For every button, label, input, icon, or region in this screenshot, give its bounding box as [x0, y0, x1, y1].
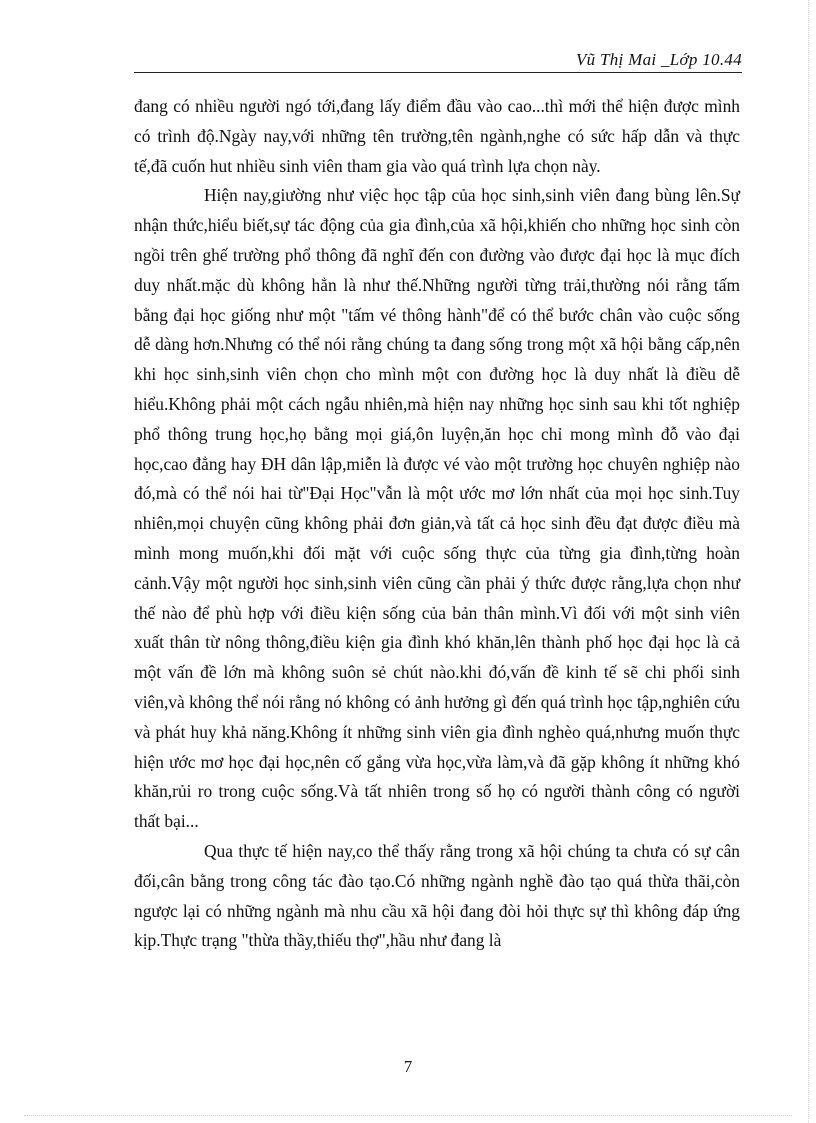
paragraph: Hiện nay,giường như việc học tập của học sinh,sinh viên đang bùng lên.Sự nhận thức,hiểu biết,sự tác động của gia đình,của xã hội,khiến cho những học sinh còn ngồi trên ghế trường phổ thông đã nghĩ đến con đường vào được đại học là mục đích duy nhất.mặc dù không hẳn là như thế.Những người từng trải,thường nói rằng tấm bằng đại học giống như một "tấm vé thông hành"để có thể bước chân vào cuộc sống dễ dàng hơn.Nhưng có thể nói rằng chúng ta đang sống trong một xã hội bằng cấp,nên khi học sinh,sinh viên chọn cho mình một con đường học là duy nhất là điều dễ hiểu.Không phải một cách ngẫu nhiên,mà hiện nay những học sinh sau khi tốt nghiệp phổ thông trung học,họ bằng mọi giá,ôn luyện,ăn học chỉ mong mình đỗ vào đại học,cao đẳng hay ĐH dân lập,miễn là được vé vào một trường học chuyên nghiệp nào đó,mà có thể nói hai từ"Đại Học"vẫn là một ước mơ lớn nhất của mọi học sinh.Tuy nhiên,mọi chuyện cũng không phải đơn giản,và tất cả học sinh đều đạt được điều mà mình mong muốn,khi đối mặt với cuộc sống thực của từng gia đình,từng hoàn cảnh.Vậy một người học sinh,sinh viên cũng cần phải ý thức được rằng,lựa chọn như thế nào để phù hợp với điều kiện sống của bản thân mình.Vì đối với một sinh viên xuất thân từ nông thông,điều kiện gia đình khó khăn,lên thành phố học đại học là cả một vấn đề lớn mà không suôn sẻ chút nào.khi đó,vấn đề kinh tế sẽ chi phối sinh viên,và không thể nói rằng nó không có ảnh hưởng gì đến quá trình học tập,nghiên cứu và phát huy khả năng.Không ít những sinh viên gia đình nghèo quá,nhưng muốn thực hiện ước mơ học đại học,nên cố gắng vừa học,vừa làm,và đã gặp không ít những khó khăn,rủi ro trong cuộc sống.Và tất nhiên trong số họ có người thành công có người thất bại...: [134, 185, 740, 832]
paragraph: Qua thực tế hiện nay,co thể thấy rằng trong xã hội chúng ta chưa có sự cân đối,cân bằng trong công tác đào tạo.Có những ngành nghề đào tạo quá thừa thãi,còn ngược lại có những ngành mà nhu cầu xã hội đang đòi hỏi thực sự thì không đáp ứng kịp.Thực trạng "thừa thầy,thiếu thợ",hầu như đang là: [134, 840, 740, 951]
page-edge-right: [808, 0, 809, 1123]
document-body: [134, 92, 740, 956]
header-author-class: Vũ Thị Mai _Lớp 10.44: [575, 50, 742, 69]
page-number: 7: [403, 1057, 413, 1076]
page-edge-bottom: [24, 1115, 792, 1116]
paragraph: đang có nhiều người ngó tới,đang lấy điểm đầu vào cao...thì mới thể hiện được mình có trình độ.Ngày nay,với những tên trường,tên ngành,nghe có sức hấp dẫn và thực tế,đã cuốn hut nhiều sinh viên tham gia vào quá trình lựa chọn này.: [134, 96, 740, 176]
page-header: [134, 46, 742, 73]
